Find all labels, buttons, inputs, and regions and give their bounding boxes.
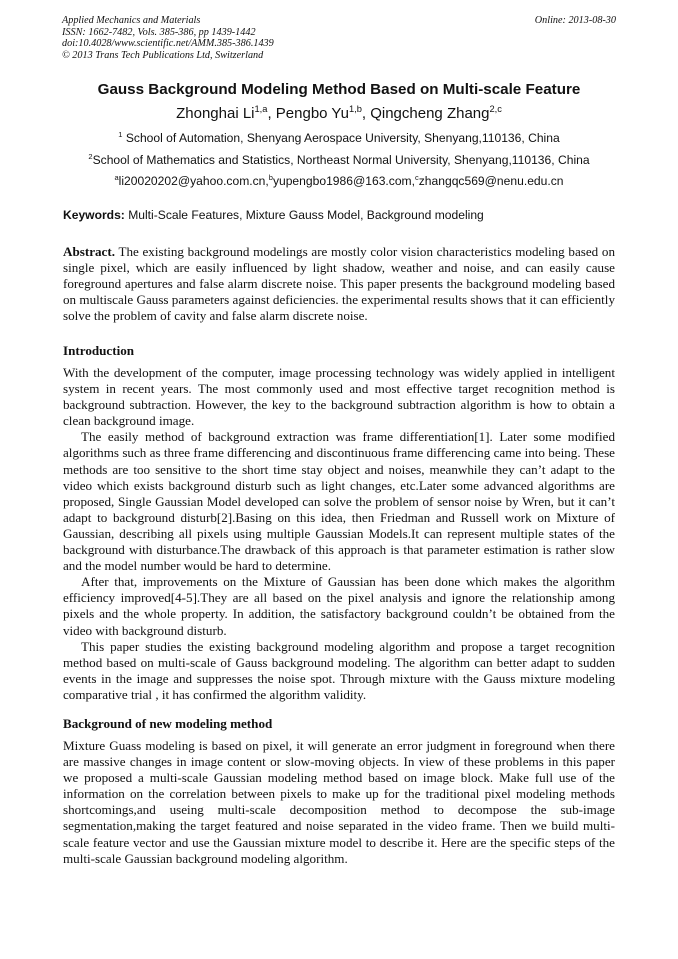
author-separator: ,: [267, 105, 276, 122]
email-address: yupengbo1986@163.com,: [272, 174, 415, 188]
email-line: [0, 174, 678, 189]
author-superscript: 2,c: [489, 104, 502, 114]
paragraph: Mixture Guass modeling is based on pixel, it will generate an error judgment in foreground when there are massive changes in image content or slow-moving objects. In view of these problems in this paper we proposed a multi-scale Gaussian modeling method based on image block. Make full use of the information on the correlation between pixels to make up for the traditional pixel modeling methods shortcomings,and useing multi-scale decomposition method to decompose the sub-image segmentation,making the target featured and noise separated in the video frame. Then we build multi-scale feature vector and use the Gaussian mixture model to describe it. Here are the specific steps of the multi-scale Gaussian background modeling algorithm.: [63, 738, 615, 866]
author-list: [0, 104, 678, 124]
email-superscript: c: [415, 172, 419, 182]
author-name: Pengbo Yu: [275, 105, 349, 122]
affiliation-number: 2: [88, 151, 93, 161]
affiliation-text: School of Automation, Shenyang Aerospace University, Shenyang,110136, China: [122, 131, 560, 145]
online-date: Online: 2013-08-30: [534, 15, 616, 26]
keywords-text: Multi-Scale Features, Mixture Gauss Model, Background modeling: [124, 208, 484, 222]
introduction-body: [63, 365, 615, 703]
email-address: zhangqc569@nenu.edu.cn: [418, 174, 564, 188]
copyright-line: © 2013 Trans Tech Publications Ltd, Switzerland: [62, 49, 264, 61]
author-superscript: 1,a: [254, 104, 268, 114]
keywords-label: Keywords:: [63, 208, 125, 222]
background-heading: Background of new modeling method: [63, 716, 273, 731]
issn-line: ISSN: 1662-7482, Vols. 385-386, pp 1439-1442: [62, 26, 256, 38]
author-name: Qingcheng Zhang: [370, 105, 490, 122]
paragraph: The easily method of background extraction was frame differentiation[1]. Later some modified algorithms such as three frame differencing and discontinuous frame differencing came into being. These methods are too sensitive to the short time stay object and noises, meanwhile they can’t adapt to the video which exists background disturb such as light changes, etc.Later some advanced algorithms are proposed, Single Gaussian Model developed can solve the problem of sensor noise by Wren, but it can’t adapt to background disturb[2].Basing on this idea, then Friedman and Russell work on Mixture of Gaussian, describing all pixels using multiple Gaussian Models.It can represent multiple states of the background with disturbance.The drawback of this approach is that parameter estimation is rather slow and the model number would be hard to determine.: [63, 429, 615, 574]
paragraph: After that, improvements on the Mixture of Gaussian has been done which makes the algorithm efficiency improved[4-5].They are all based on the pixel analysis and ignore the relationship among pixels and the whole property. In addition, the satisfactory background couldn’t be obtained from the video with background disturb.: [63, 574, 615, 638]
affiliation-number: 1: [118, 129, 123, 139]
email-superscript: b: [268, 172, 273, 182]
paragraph: This paper studies the existing background modeling algorithm and propose a target recognition method based on multi-scale of Gauss background modeling. The algorithm can better adapt to sudden events in the image and suppresses the noise spot. Through mixture with the Gauss mixture modeling comparative trial , it has confirmed the algorithm validity.: [63, 638, 615, 702]
paragraph: With the development of the computer, image processing technology was widely applied in intelligent system in recent years. The most commonly used and most effective target recognition method is background subtraction. However, the key to the background subtraction algorithm is how to obtain a clean background image.: [63, 365, 615, 429]
doi-line: doi:10.4028/www.scientific.net/AMM.385-386.1439: [62, 38, 274, 49]
abstract: [63, 244, 615, 324]
email-superscript: a: [114, 172, 119, 182]
journal-name: Applied Mechanics and Materials: [62, 15, 201, 26]
author-superscript: 1,b: [348, 104, 362, 114]
paper-title: Gauss Background Modeling Method Based on Multi-scale Feature: [97, 81, 581, 98]
author-name: Zhonghai Li: [176, 105, 255, 122]
email-address: li20020202@yahoo.com.cn,: [118, 174, 269, 188]
author-separator: ,: [361, 105, 371, 122]
affiliation-1: [0, 131, 678, 146]
abstract-text: The existing background modelings are mostly color vision characteristics modeling based on single pixel, which are easily influenced by light shadow, weather and noise, and can easily cause foreground apertures and false alarm discrete noise. This paper presents the background modeling based on multiscale Gauss parameters against deficiencies. the experimental results shows that it can efficiently solve the problem of cavity and false alarm discrete noise.: [63, 244, 615, 324]
affiliation-2: [0, 153, 678, 168]
introduction-heading: Introduction: [63, 343, 135, 358]
abstract-label: Abstract.: [63, 244, 115, 259]
background-body: [63, 738, 615, 867]
journal-header: [62, 15, 616, 61]
affiliation-text: School of Mathematics and Statistics, Northeast Normal University, Shenyang,110136, China: [92, 153, 590, 167]
keywords: [63, 208, 616, 223]
